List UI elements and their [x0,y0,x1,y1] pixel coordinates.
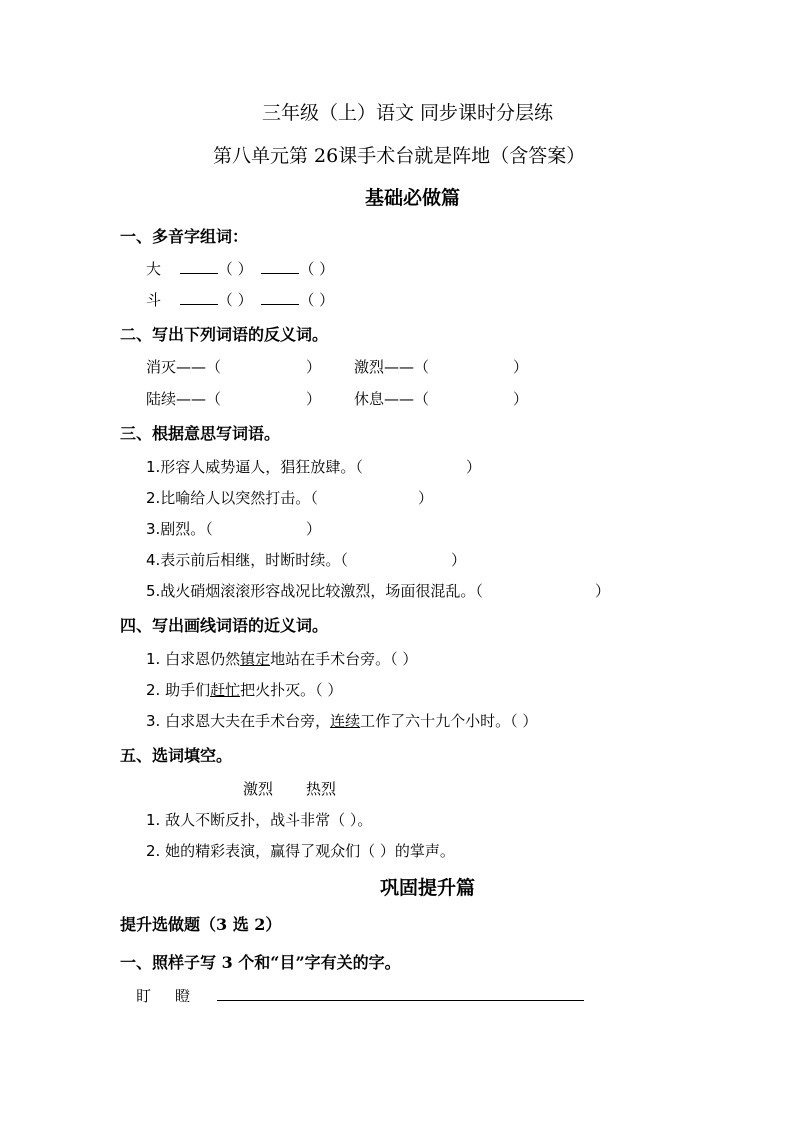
s1-char: 斗 [146,291,162,309]
s4-text: 2. 助手们 [146,681,211,699]
section-1-heading: 一、多音字组词： [120,227,249,246]
blank-line[interactable] [261,304,299,305]
s2-word: 休息——（ [354,390,430,408]
s3-close: ） [595,582,611,600]
s5-item: 1. 敌人不断反扑，战斗非常（ ）。 [146,811,373,829]
section-3-heading: 三、根据意思写词语。 [120,424,281,443]
underlined-word: 镇定 [240,650,271,668]
s1-paren: （ ） [217,260,253,278]
underlined-word: 赶忙 [210,681,241,699]
s3-close: ） [306,520,322,538]
s4-text: 3. 白求恩大夫在手术台旁， [146,712,331,730]
s1-paren: （ ） [299,291,335,309]
section-title-basic: 基础必做篇 [365,187,461,209]
s1-paren: （ ） [299,260,335,278]
doc-subtitle: 第八单元第 26课手术台就是阵地（含答案） [213,145,586,167]
s5-item: 2. 她的精彩表演，赢得了观众们（ ）的掌声。 [146,842,455,860]
s4-text: 工作了六十九个小时。（ ） [360,712,538,730]
s2-item [146,388,221,409]
s3-item: 1.形容人威势逼人，猖狂放肆。（ [146,458,363,476]
word-choice: 激烈 [243,780,274,798]
s2-item [354,388,429,409]
underlined-word: 连续 [330,712,361,730]
s1-row-1 [146,258,334,279]
s1-char: 大 [146,260,162,278]
s2-word: 陆续——（ [146,390,222,408]
s4-text: 把火扑灭。（ ） [240,681,343,699]
s2-close: ） [306,390,322,408]
s4-text: 地站在手术台旁。（ ） [270,650,418,668]
s2-word: 激烈——（ [354,358,430,376]
s2-close: ） [513,358,529,376]
s3-close: ） [418,489,434,507]
s2-close: ） [513,390,529,408]
s3-item: 4.表示前后相继，时断时续。（ [146,551,348,569]
section-title-advanced: 巩固提升篇 [380,877,476,899]
blank-line[interactable] [180,304,218,305]
s3-close: ） [451,551,467,569]
s2-close: ） [306,358,322,376]
s3-item: 5.战火硝烟滚滚形容战况比较激烈，场面很混乱。（ [146,582,483,600]
s1-row-2 [146,289,334,310]
s4-item [146,679,342,700]
section-6-heading: 一、照样子写 3 个和“目”字有关的字。 [120,953,401,972]
s4-text: 1. 白求恩仍然 [146,650,241,668]
s4-item [146,648,417,669]
s3-close: ） [466,458,482,476]
s2-word: 消灭——（ [146,358,222,376]
s3-item: 2.比喻给人以突然打击。（ [146,489,318,507]
example-char: 瞪 [175,987,191,1005]
optional-subheading: 提升选做题（3 选 2） [120,915,282,934]
s2-item [146,356,221,377]
s2-item [354,356,429,377]
section-2-heading: 二、写出下列词语的反义词。 [120,325,329,344]
s4-item [146,710,537,731]
section-5-heading: 五、选词填空。 [120,746,233,765]
word-choice: 热烈 [306,780,337,798]
blank-line[interactable] [261,273,299,274]
doc-title: 三年级（上）语文 同步课时分层练 [262,102,554,124]
s3-item: 3.剧烈。（ [146,520,213,538]
section-4-heading: 四、写出画线词语的近义词。 [120,616,329,635]
blank-line[interactable] [180,273,218,274]
answer-line[interactable] [217,1000,584,1001]
example-char: 盯 [136,987,152,1005]
s1-paren: （ ） [217,291,253,309]
